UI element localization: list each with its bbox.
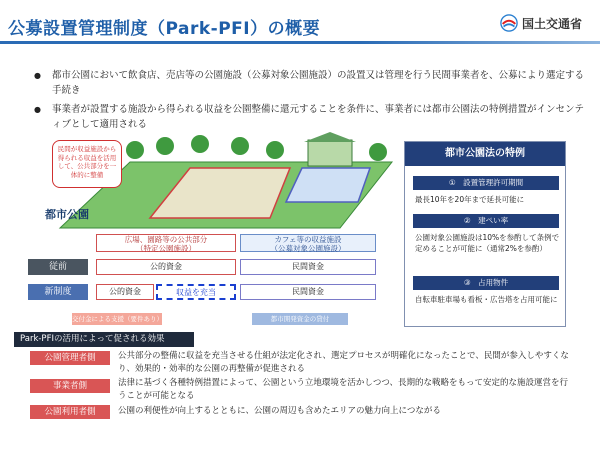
fund-new-revenue: 収益を充当 bbox=[156, 284, 236, 300]
effect-label-manager: 公園管理者側 bbox=[30, 351, 110, 365]
law-item-text: 自転車駐車場も看板・広告塔を占用可能に bbox=[415, 295, 558, 304]
mlit-logo-icon bbox=[500, 14, 518, 32]
tree-icon bbox=[369, 143, 387, 161]
tree-icon bbox=[191, 135, 209, 153]
logo bbox=[500, 14, 582, 32]
park-label: 都市公園 bbox=[45, 208, 89, 221]
tree-icon bbox=[266, 141, 284, 159]
law-panel-title: 都市公園法の特例 bbox=[405, 142, 565, 166]
effect-text-user: 公園の利便性が向上するとともに、公園の周辺も含めたエリアの魅力向上につながる bbox=[118, 406, 441, 416]
fund-new-private: 民間資金 bbox=[240, 284, 376, 300]
cafe-building bbox=[308, 140, 352, 166]
cafe-roof bbox=[304, 132, 356, 142]
note-fund: 都市開発資金の貸付 bbox=[252, 313, 348, 325]
law-item-text: 最長10年を20年まで延長可能に bbox=[415, 195, 525, 204]
row-label-new: 新制度 bbox=[28, 284, 88, 300]
law-item-text: 公園対象公園施設は10%を参酌して条例で定めることが可能に（通常2%を参酌） bbox=[415, 233, 560, 253]
title-underline bbox=[0, 41, 600, 44]
fund-new-public: 公的資金 bbox=[96, 284, 154, 300]
logo-text: 国土交通省 bbox=[522, 16, 583, 31]
tree-icon bbox=[231, 137, 249, 155]
category-profit: カフェ等の収益施設 （公募対象公園施設） bbox=[240, 234, 376, 252]
law-item-title: ① 設置管理許可期間 bbox=[413, 176, 559, 190]
category-public: 広場、園路等の公共部分 （特定公園施設） bbox=[96, 234, 236, 252]
tree-icon bbox=[156, 137, 174, 155]
row-label-prev: 従前 bbox=[28, 259, 88, 275]
law-item-title: ② 建ぺい率 bbox=[413, 214, 559, 228]
bullet-item: ● 事業者が設置する施設から得られる収益を公園整備に還元することを条件に、事業者には都市公園法の特例措置がインセンティブとして適用される bbox=[28, 102, 588, 132]
effect-label-user: 公園利用者側 bbox=[30, 405, 110, 419]
tree-icon bbox=[126, 141, 144, 159]
overview-bullets bbox=[28, 68, 588, 136]
fund-prev-private: 民間資金 bbox=[240, 259, 376, 275]
law-item-title: ③ 占用物件 bbox=[413, 276, 559, 290]
effect-text-operator: 法律に基づく各種特例措置によって、公園という立地環境を活かしつつ、長期的な戦略をもって安定的な施設運営を行うことが可能となる bbox=[118, 378, 568, 401]
page-title: 公募設置管理制度（Park-PFI）の概要 bbox=[8, 19, 321, 39]
note-subsidy: 交付金による支援（要件あり） bbox=[72, 315, 163, 323]
callout-note: 民間が収益施設から得られる収益を活用して、公共部分を一体的に整備 bbox=[52, 140, 122, 188]
fund-prev-public: 公的資金 bbox=[96, 259, 236, 275]
effect-text-manager: 公共部分の整備に収益を充当させる仕組が法定化され、選定プロセスが明確化になったことで、民間が参入しやすくなり、効果的・効率的な公園の再整備が促進される bbox=[118, 351, 569, 374]
bullet-item: ● 都市公園において飲食店、売店等の公園施設（公募対象公園施設）の設置又は管理を行う民間事業者を、公募により選定する手続き bbox=[28, 68, 588, 98]
law-special-panel bbox=[404, 141, 566, 327]
header bbox=[0, 0, 600, 46]
effect-label-operator: 事業者側 bbox=[30, 379, 110, 393]
effects-heading: Park-PFIの活用によって促される効果 bbox=[14, 332, 194, 347]
